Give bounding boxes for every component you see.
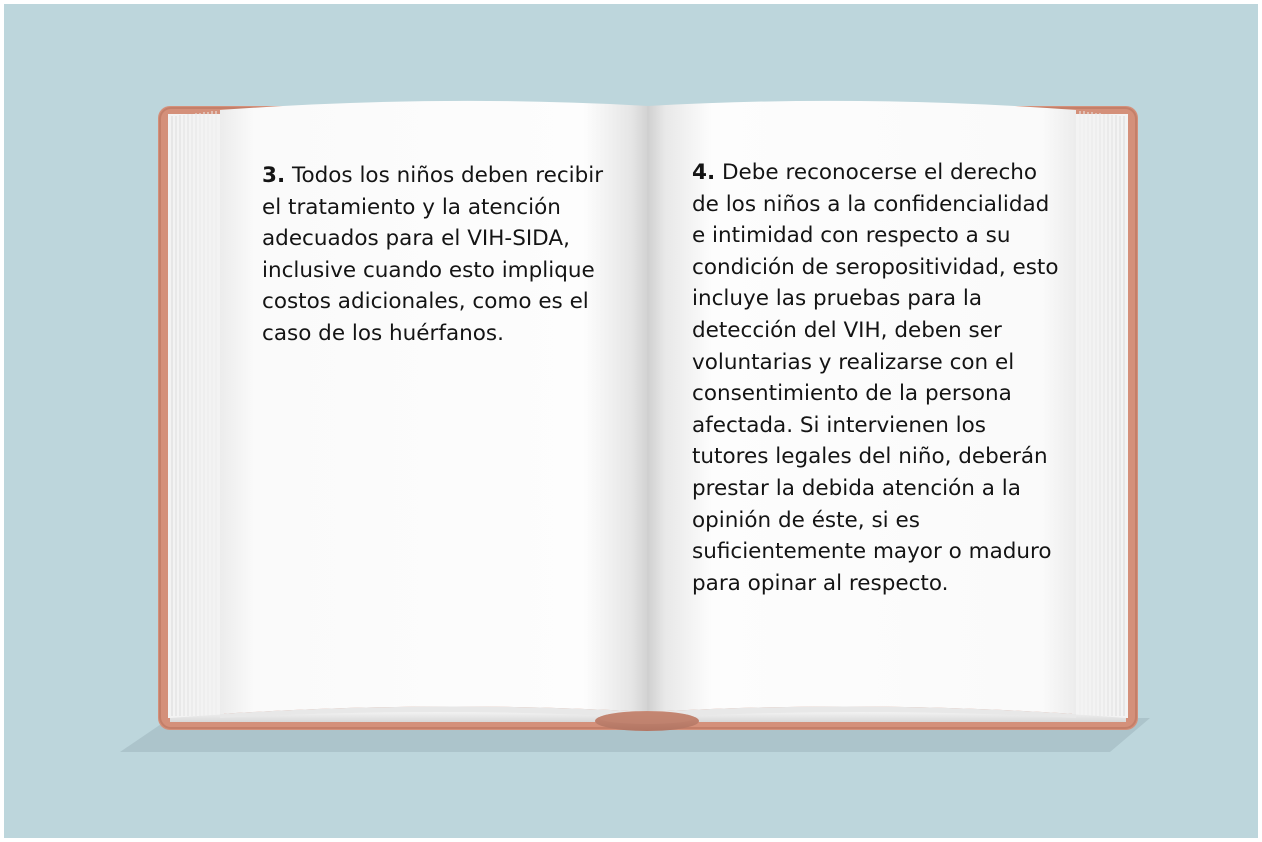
right-page-number: 4. xyxy=(692,160,716,185)
left-page-body: Todos los niños deben recibir el tratamiento y la atención adecuados para el VIH-SIDA, inclusive cuando esto implique costos adicionales, como es el caso de los huérfanos. xyxy=(262,163,604,346)
right-page-edges xyxy=(1072,111,1128,718)
left-page-edges xyxy=(168,111,224,718)
right-page-text xyxy=(692,157,1064,599)
left-page-number: 3. xyxy=(262,163,286,188)
left-page-text xyxy=(262,160,622,350)
right-page-body: Debe reconocerse el derecho de los niños a la confidencialidad e intimidad con respecto a su condición de seropositividad, esto incluye las pruebas para la detección del VIH, deben ser voluntarias y realizarse con el consentimiento de la persona afectada. Si intervienen los tutores legales del niño, deberán prestar la debida atención a la opinión de éste, si es suficientemente mayor o maduro para opinar al respecto. xyxy=(692,160,1059,596)
